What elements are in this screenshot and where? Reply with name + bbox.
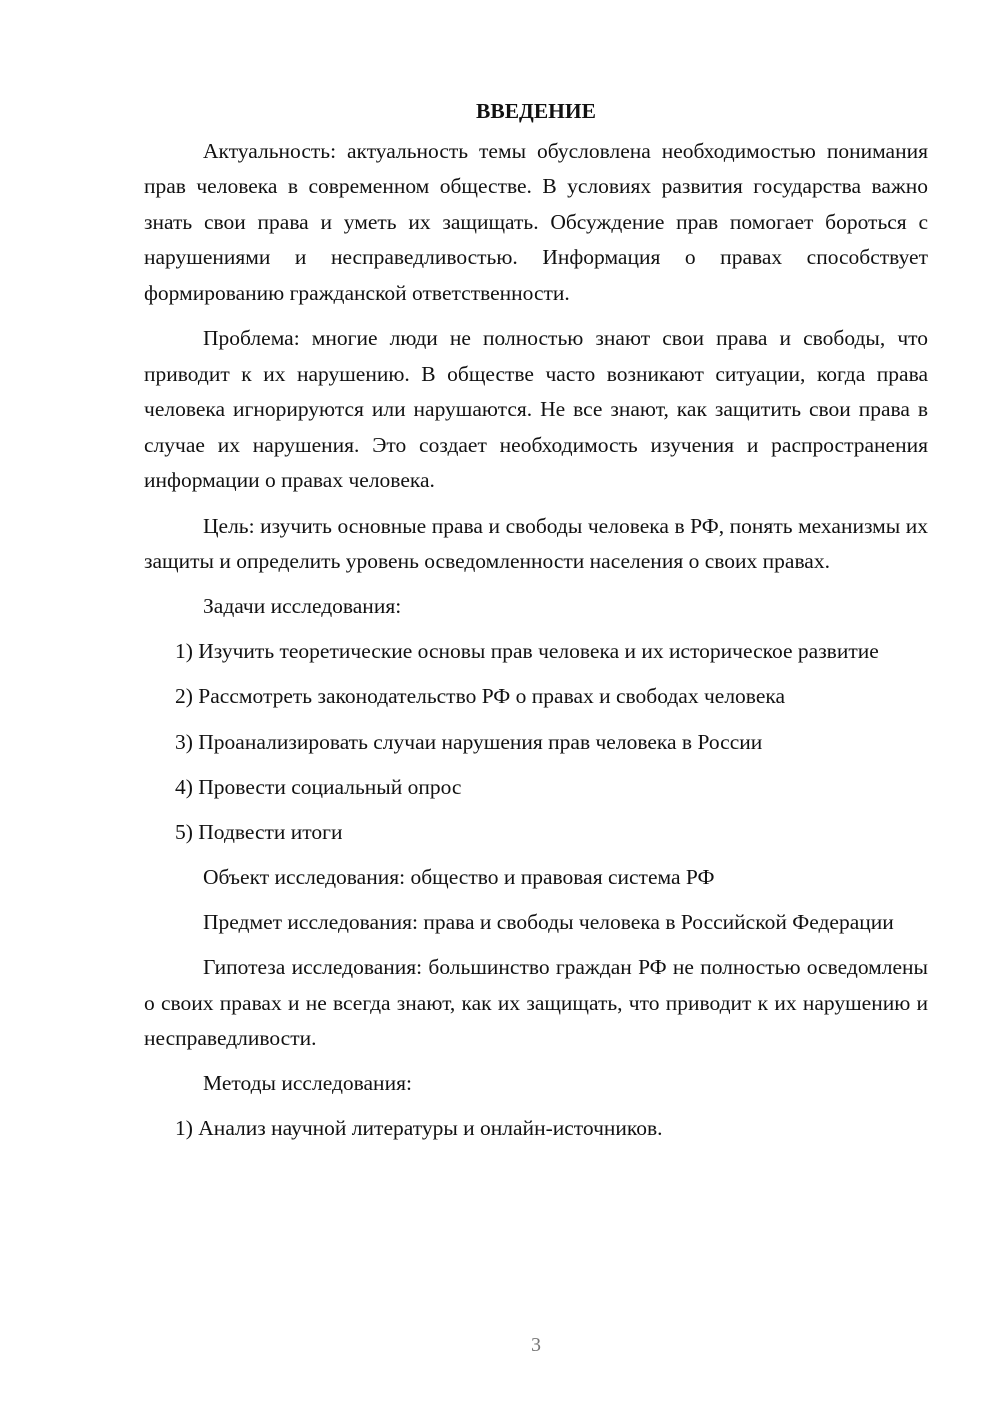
tasks-heading: Задачи исследования:: [203, 594, 402, 619]
task-item-3: 3) Проанализировать случаи нарушения прав человека в России: [175, 729, 763, 754]
task-item-2: 2) Рассмотреть законодательство РФ о правах и свободах человека: [175, 684, 786, 709]
section-title: ВВЕДЕНИЕ: [476, 99, 596, 123]
problem-paragraph: Проблема: многие люди не полностью знают свои права и свободы, что приводит к их нарушению. В обществе часто возникают ситуации, когда права человека игнорируются или нарушаются. Не все знают, как защитить свои права в случае их нарушения. Это создает необходимость изучения и распространения информации о правах человека.: [144, 326, 928, 493]
method-item-1: 1) Анализ научной литературы и онлайн-источников.: [175, 1116, 663, 1141]
task-item-5: 5) Подвести итоги: [175, 819, 343, 844]
goal-paragraph: Цель: изучить основные права и свободы человека в РФ, понять механизмы их защиты и определить уровень осведомленности населения о своих правах.: [144, 513, 928, 574]
methods-heading: Методы исследования:: [203, 1071, 412, 1096]
task-item-1: 1) Изучить теоретические основы прав человека и их историческое развитие: [175, 639, 879, 664]
object-paragraph: Объект исследования: общество и правовая система РФ: [203, 864, 715, 889]
page-content: [144, 94, 928, 1156]
hypothesis-paragraph: Гипотеза исследования: большинство граждан РФ не полностью осведомлены о своих правах и не всегда знают, как их защищать, что приводит к их нарушению и несправедливости.: [144, 954, 928, 1051]
subject-paragraph: Предмет исследования: права и свободы человека в Российской Федерации: [203, 909, 894, 934]
page-number: 3: [531, 1334, 541, 1356]
relevance-paragraph: Актуальность: актуальность темы обусловлена необходимостью понимания прав человека в современном обществе. В условиях развития государства важно знать свои права и уметь их защищать. Обсуждение прав помогает бороться с нарушениями и несправедливостью. Информация о правах способствует формированию гражданской ответственности.: [144, 138, 928, 305]
task-item-4: 4) Провести социальный опрос: [175, 774, 462, 799]
